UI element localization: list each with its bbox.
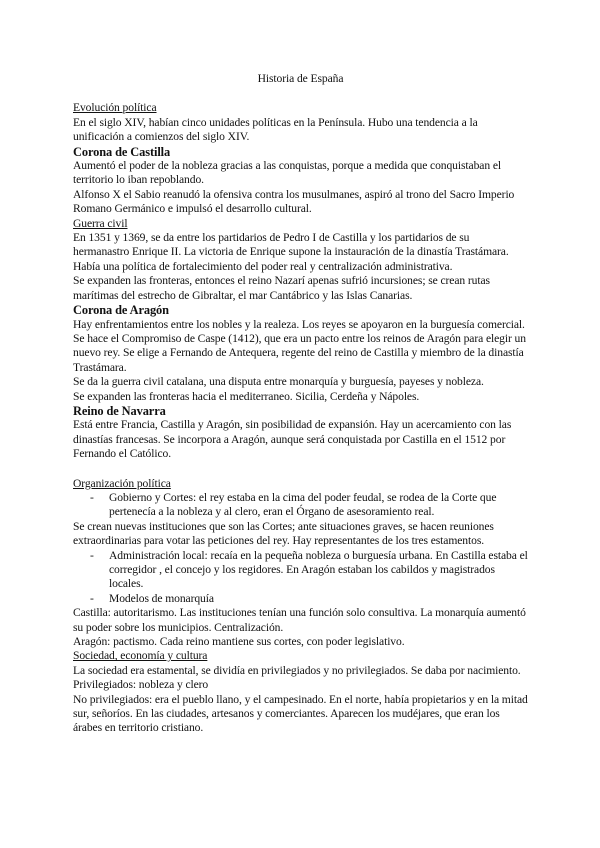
subheading-aragon: Corona de Aragón xyxy=(73,303,169,318)
subheading-guerra-civil: Guerra civil xyxy=(73,216,128,230)
paragraph: Privilegiados: nobleza y clero xyxy=(73,678,209,692)
paragraph: Aumentó el poder de la nobleza gracias a las conquistas, porque a medida que conquistaban el territorio lo iban repoblando. xyxy=(73,159,501,187)
section-heading-evolucion: Evolución política xyxy=(73,101,157,115)
section-heading-organizacion: Organización política xyxy=(73,476,171,490)
paragraph: Aragón: pactismo. Cada reino mantiene sus cortes, con poder legislativo. xyxy=(73,635,405,649)
paragraph: En el siglo XIV, habían cinco unidades políticas en la Península. Hubo una tendencia a la unificación a comienzos del siglo XIV. xyxy=(73,115,478,144)
paragraph: Se crean nuevas instituciones que son las Cortes; ante situaciones graves, se hacen reuniones extraordinarias para votar las peticiones del rey. Hay representantes de los tres estamentos. xyxy=(73,519,494,548)
dash-list xyxy=(73,549,528,607)
list-item: - Modelos de monarquía xyxy=(73,592,528,606)
paragraph: Se expanden las fronteras, entonces el reino Nazarí apenas sufrió incursiones; se crean rutas marítimas del estrecho de Gibraltar, el mar Cantábrico y las Islas Canarias. xyxy=(73,274,490,302)
dash-list xyxy=(73,491,528,520)
paragraph: Hay enfrentamientos entre los nobles y la realeza. Los reyes se apoyaron en la burguesía comercial. Se hace el Compromiso de Caspe (1412), que era un pacto entre los reinos de Aragón para elegir un nuevo rey. Se elige a Fernando de Antequera, regente del reino de Castilla y miembro de la dinastía Trastámara. xyxy=(73,317,526,374)
subheading-navarra: Reino de Navarra xyxy=(73,403,166,418)
list-item: - Gobierno y Cortes: el rey estaba en la cima del poder feudal, se rodea de la Corte que pertenecía a la nobleza y al clero, eran el Órgano de asesoramiento real. xyxy=(73,491,528,520)
paragraph: Se expanden las fronteras hacia el mediterraneo. Sicilia, Cerdeña y Nápoles. xyxy=(73,389,420,403)
paragraph: En 1351 y 1369, se da entre los partidarios de Pedro I de Castilla y los partidarios de su hermanastro Enrique II. La victoria de Enrique supone la instauración de la dinastía Trastámara. Había una política de fortalecimiento del poder real y centralización administrativa. xyxy=(73,231,509,273)
subheading-castilla: Corona de Castilla xyxy=(73,144,171,159)
paragraph: Alfonso X el Sabio reanudó la ofensiva contra los musulmanes, aspiró al trono del Sacro Imperio Romano Germánico e impulsó el desarrollo cultural. xyxy=(73,187,515,216)
paragraph: No privilegiados: era el pueblo llano, y el campesinado. En el norte, había propietarios y en la mitad sur, señoríos. En las ciudades, artesanos y comerciantes. Aparecen los mudéjares, que eran los árabes en territorio cristiano. xyxy=(73,692,528,735)
paragraph: Se da la guerra civil catalana, una disputa entre monarquía y burguesía, payeses y nobleza. xyxy=(73,375,484,389)
paragraph: La sociedad era estamental, se dividía en privilegiados y no privilegiados. Se daba por nacimiento. xyxy=(73,663,521,677)
document-title: Historia de España xyxy=(257,72,344,85)
section-heading-sociedad: Sociedad, economía y cultura xyxy=(73,649,208,663)
blank-line xyxy=(73,462,528,477)
list-item: - Administración local: recaía en la pequeña nobleza o burguesía urbana. En Castilla estaba el corregidor , el concejo y los regidores. En Aragón estaban los cabildos y magistrados locales. xyxy=(73,549,528,592)
paragraph: Está entre Francia, Castilla y Aragón, sin posibilidad de expansión. Hay un acercamiento con las dinastías francesas. Se incorpora a Aragón, aunque será conquistada por Castilla en el 1512 por Fernando el Católico. xyxy=(73,418,512,461)
paragraph: Castilla: autoritarismo. Las instituciones tenían una función solo consultiva. La monarquía aumentó su poder sobre los municipios. Centralización. xyxy=(73,606,526,634)
